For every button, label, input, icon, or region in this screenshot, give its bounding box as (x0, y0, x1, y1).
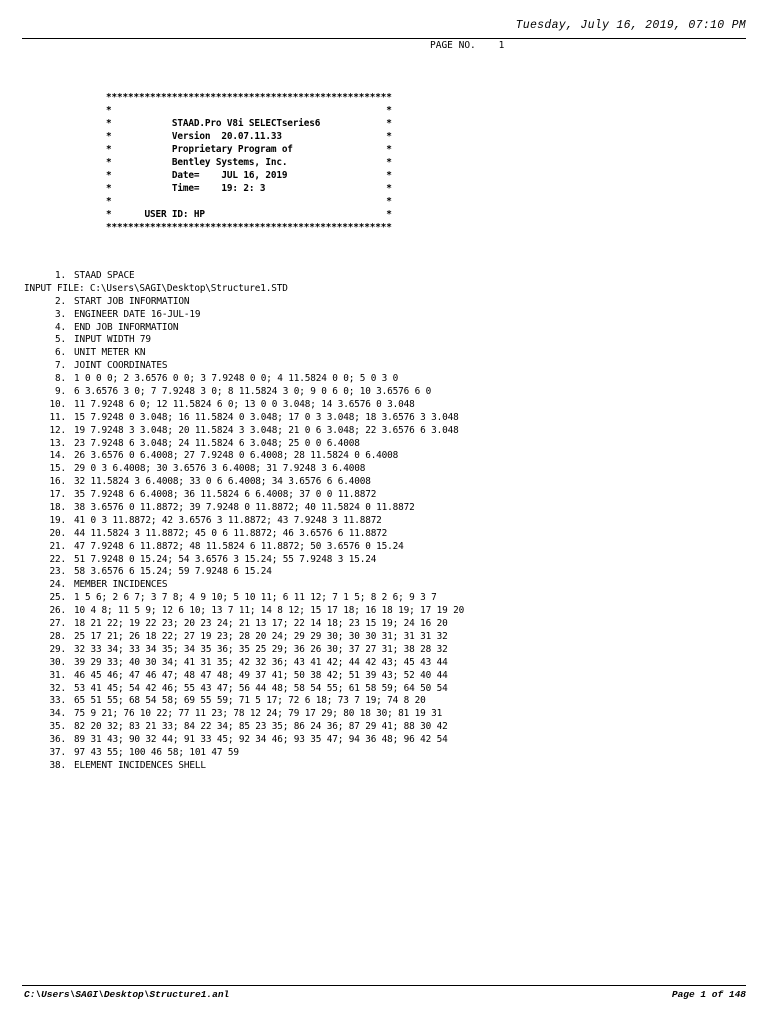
listing-line (24, 283, 464, 296)
banner-line: **************************************************** (106, 222, 392, 233)
listing-line (24, 463, 464, 476)
line-number: 1. (55, 270, 66, 281)
line-number: 31. (49, 669, 66, 681)
line-text: ENGINEER DATE 16-JUL-19 (74, 308, 201, 320)
line-text: 39 29 33; 40 30 34; 41 31 35; 42 32 36; 43 41 42; 44 42 43; 45 43 44 (74, 656, 448, 668)
line-number: 7. (55, 360, 66, 372)
listing-line (24, 425, 464, 438)
line-text: 19 7.9248 3 3.048; 20 11.5824 3 3.048; 21 0 6 3.048; 22 3.6576 6 3.048 (74, 424, 459, 436)
listing-line (24, 502, 464, 515)
listing-line (24, 747, 464, 760)
listing-line (24, 399, 464, 412)
line-number: 17. (49, 489, 66, 501)
page-number-label: PAGE NO. 1 (430, 40, 505, 51)
line-number: 25. (49, 592, 66, 604)
listing-line (24, 450, 464, 463)
line-text: 15 7.9248 0 3.048; 16 11.5824 0 3.048; 17 0 3 3.048; 18 3.6576 3 3.048 (74, 411, 459, 423)
line-number: 18. (49, 502, 66, 514)
listing-line (24, 683, 464, 696)
line-text: 41 0 3 11.8872; 42 3.6576 3 11.8872; 43 7.9248 3 11.8872 (74, 514, 382, 526)
line-number: 2. (55, 295, 66, 307)
listing-line (24, 695, 464, 708)
line-text: 58 3.6576 6 15.24; 59 7.9248 6 15.24 (74, 566, 272, 578)
banner-line: * Proprietary Program of * (106, 144, 392, 155)
line-text: 32 33 34; 33 34 35; 34 35 36; 35 25 29; 36 26 30; 37 27 31; 38 28 32 (74, 643, 448, 655)
line-number: 26. (49, 605, 66, 617)
listing-line (24, 489, 464, 502)
line-number: 37. (49, 746, 66, 758)
line-number: 27. (49, 618, 66, 630)
banner-line: * USER ID: HP * (106, 209, 392, 220)
line-text: INPUT FILE: C:\Users\SAGI\Desktop\Structure1.STD (24, 282, 288, 294)
listing-line (24, 322, 464, 335)
listing-line (24, 386, 464, 399)
line-text: 65 51 55; 68 54 58; 69 55 59; 71 5 17; 72 6 18; 73 7 19; 74 8 20 (74, 695, 426, 707)
listing-line (24, 270, 464, 283)
listing-line (24, 644, 464, 657)
banner-line: * Version 20.07.11.33 * (106, 131, 392, 142)
line-text: END JOB INFORMATION (74, 321, 179, 333)
banner-line: **************************************************** (106, 92, 392, 103)
line-text: MEMBER INCIDENCES (74, 579, 168, 591)
line-number: 14. (49, 450, 66, 462)
line-number: 16. (49, 476, 66, 488)
program-banner (106, 91, 392, 234)
listing-line (24, 360, 464, 373)
line-text: 29 0 3 6.4008; 30 3.6576 3 6.4008; 31 7.9248 3 6.4008 (74, 463, 366, 475)
line-number: 23. (49, 566, 66, 578)
header-rule (22, 38, 746, 39)
line-number: 35. (49, 721, 66, 733)
line-number: 13. (49, 437, 66, 449)
line-text: 51 7.9248 0 15.24; 54 3.6576 3 15.24; 55 7.9248 3 15.24 (74, 553, 377, 565)
line-number: 8. (55, 373, 66, 385)
line-number: 32. (49, 682, 66, 694)
line-text: 18 21 22; 19 22 23; 20 23 24; 21 13 17; 22 14 18; 23 15 19; 24 16 20 (74, 618, 448, 630)
listing-line (24, 605, 464, 618)
listing-line (24, 347, 464, 360)
line-number: 10. (49, 398, 66, 410)
listing-line (24, 296, 464, 309)
banner-line: * * (106, 105, 392, 116)
listing-line (24, 412, 464, 425)
line-number: 24. (49, 579, 66, 591)
line-number: 28. (49, 630, 66, 642)
line-text: START JOB INFORMATION (74, 295, 190, 307)
banner-line: * Date= JUL 16, 2019 * (106, 170, 392, 181)
line-number: 29. (49, 643, 66, 655)
line-text: 46 45 46; 47 46 47; 48 47 48; 49 37 41; 50 38 42; 51 39 43; 52 40 44 (74, 669, 448, 681)
line-text: 1 0 0 0; 2 3.6576 0 0; 3 7.9248 0 0; 4 11.5824 0 0; 5 0 3 0 (74, 373, 399, 385)
line-number: 33. (49, 695, 66, 707)
banner-line: * Time= 19: 2: 3 * (106, 183, 392, 194)
listing-line (24, 734, 464, 747)
line-text: JOINT COORDINATES (74, 360, 168, 372)
listing-line (24, 515, 464, 528)
line-text: 32 11.5824 3 6.4008; 33 0 6 6.4008; 34 3.6576 6 6.4008 (74, 476, 371, 488)
listing-line (24, 670, 464, 683)
line-text: 47 7.9248 6 11.8872; 48 11.5824 6 11.8872; 50 3.6576 0 15.24 (74, 540, 404, 552)
banner-line: * * (106, 196, 392, 207)
line-number: 4. (55, 321, 66, 333)
line-text: ELEMENT INCIDENCES SHELL (74, 759, 206, 771)
listing-line (24, 657, 464, 670)
print-date: Tuesday, July 16, 2019, 07:10 PM (515, 19, 746, 32)
listing-line (24, 334, 464, 347)
line-text: 97 43 55; 100 46 58; 101 47 59 (74, 746, 239, 758)
listing-line (24, 309, 464, 322)
line-number: 20. (49, 527, 66, 539)
line-number: 15. (49, 463, 66, 475)
line-number: 6. (55, 347, 66, 359)
listing-line (24, 579, 464, 592)
line-text: 23 7.9248 6 3.048; 24 11.5824 6 3.048; 25 0 0 6.4008 (74, 437, 360, 449)
line-number: 30. (49, 656, 66, 668)
footer-page-count: Page 1 of 148 (671, 989, 746, 1000)
listing-line (24, 476, 464, 489)
listing-line (24, 566, 464, 579)
footer-file-path: C:\Users\SAGI\Desktop\Structure1.anl (24, 989, 230, 1000)
line-text: 38 3.6576 0 11.8872; 39 7.9248 0 11.8872; 40 11.5824 0 11.8872 (74, 502, 415, 514)
line-text: 35 7.9248 6 6.4008; 36 11.5824 6 6.4008; 37 0 0 11.8872 (74, 489, 377, 501)
line-text: 10 4 8; 11 5 9; 12 6 10; 13 7 11; 14 8 12; 15 17 18; 16 18 19; 17 19 20 (74, 605, 465, 617)
line-text: 44 11.5824 3 11.8872; 45 0 6 11.8872; 46 3.6576 6 11.8872 (74, 527, 388, 539)
line-number: 11. (49, 411, 66, 423)
line-text: STAAD SPACE (74, 270, 135, 281)
line-text: 25 17 21; 26 18 22; 27 19 23; 28 20 24; 29 29 30; 30 30 31; 31 31 32 (74, 630, 448, 642)
listing-line (24, 618, 464, 631)
line-number: 12. (49, 424, 66, 436)
listing-line (24, 760, 464, 773)
line-text: UNIT METER KN (74, 347, 146, 359)
line-text: 82 20 32; 83 21 33; 84 22 34; 85 23 35; 86 24 36; 87 29 41; 88 30 42 (74, 721, 448, 733)
line-number: 36. (49, 734, 66, 746)
line-number: 19. (49, 514, 66, 526)
line-text: 75 9 21; 76 10 22; 77 11 23; 78 12 24; 79 17 29; 80 18 30; 81 19 31 (74, 708, 443, 720)
line-number: 34. (49, 708, 66, 720)
listing-line (24, 721, 464, 734)
footer-rule (22, 985, 746, 986)
line-text: 11 7.9248 6 0; 12 11.5824 6 0; 13 0 0 3.048; 14 3.6576 0 3.048 (74, 398, 415, 410)
line-text: 53 41 45; 54 42 46; 55 43 47; 56 44 48; 58 54 55; 61 58 59; 64 50 54 (74, 682, 448, 694)
listing-line (24, 592, 464, 605)
listing-line (24, 554, 464, 567)
line-text: 6 3.6576 3 0; 7 7.9248 3 0; 8 11.5824 3 0; 9 0 6 0; 10 3.6576 6 0 (74, 386, 432, 398)
banner-line: * STAAD.Pro V8i SELECTseries6 * (106, 118, 392, 129)
line-number: 3. (55, 308, 66, 320)
line-number: 38. (49, 759, 66, 771)
banner-line: * Bentley Systems, Inc. * (106, 157, 392, 168)
line-text: 26 3.6576 0 6.4008; 27 7.9248 0 6.4008; 28 11.5824 0 6.4008 (74, 450, 399, 462)
line-number: 22. (49, 553, 66, 565)
line-text: 89 31 43; 90 32 44; 91 33 45; 92 34 46; 93 35 47; 94 36 48; 96 42 54 (74, 734, 448, 746)
listing-line (24, 373, 464, 386)
listing-line (24, 631, 464, 644)
input-listing (24, 270, 464, 773)
line-number: 21. (49, 540, 66, 552)
listing-line (24, 528, 464, 541)
listing-line (24, 708, 464, 721)
line-number: 5. (55, 334, 66, 346)
listing-line (24, 541, 464, 554)
listing-line (24, 438, 464, 451)
line-text: 1 5 6; 2 6 7; 3 7 8; 4 9 10; 5 10 11; 6 11 12; 7 1 5; 8 2 6; 9 3 7 (74, 592, 437, 604)
line-number: 9. (55, 386, 66, 398)
line-text: INPUT WIDTH 79 (74, 334, 151, 346)
